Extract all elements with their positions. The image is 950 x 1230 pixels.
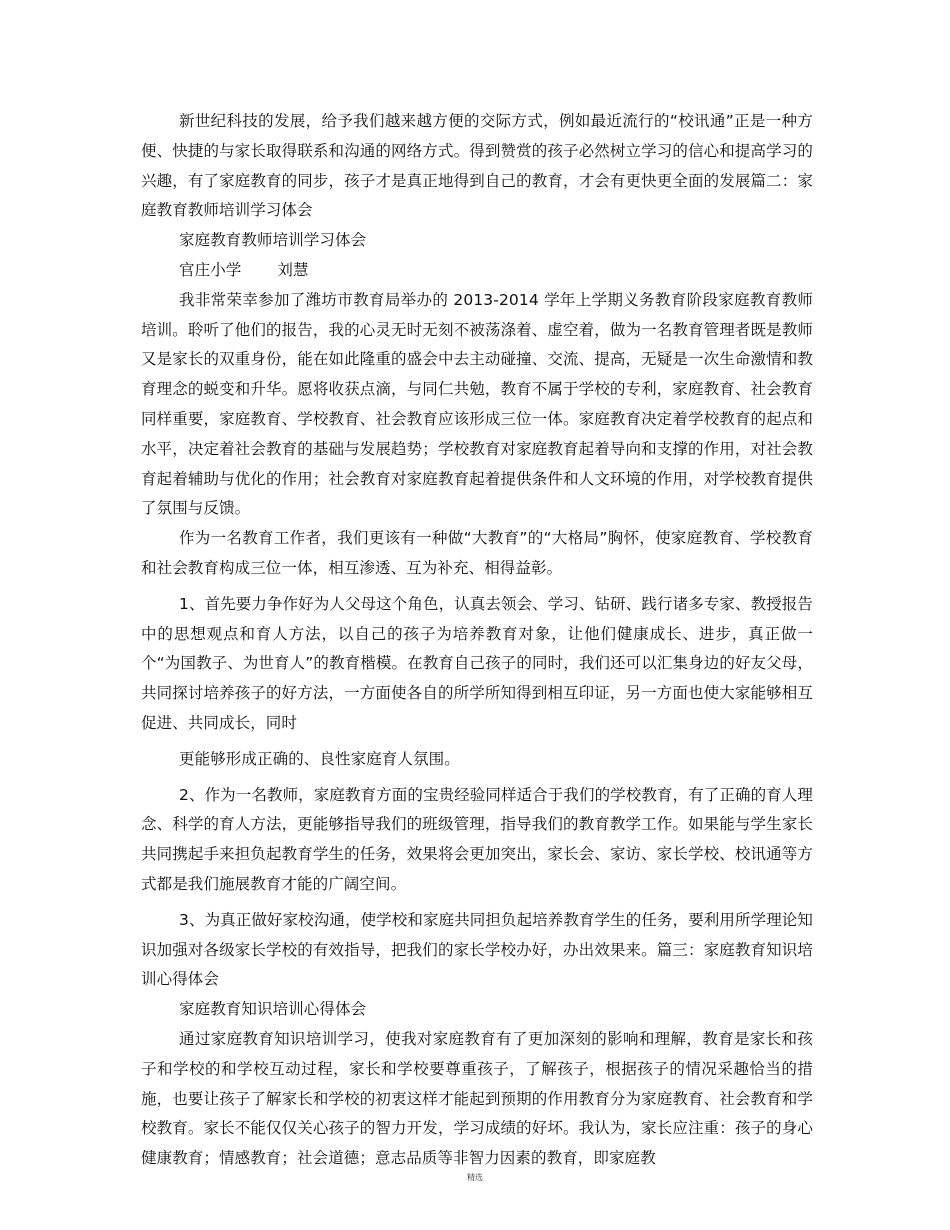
byline xyxy=(141,256,813,286)
document-body xyxy=(141,107,813,1174)
page-footer: 精选 xyxy=(467,1173,483,1182)
byline-school: 官庄小学 xyxy=(179,260,242,279)
paragraph-knowledge-training: 通过家庭教育知识培训学习，使我对家庭教育有了更加深刻的影响和理解，教育是家长和孩子和学校的和学校互动过程，家长和学校要尊重孩子，了解孩子，根据孩子的情况采趣恰当的措施，也要让孩子了解家长和学校的初衷这样才能起到预期的作用教育分为家庭教育、社会教育和学校教育。家长不能仅仅关心孩子的智力开发，学习成绩的好坏。我认为，家长应注重：孩子的身心健康教育；情感教育；社会道德；意志品质等非智力因素的教育，即家庭教 xyxy=(141,1029,813,1168)
paragraph-point-3: 3、为真正做好家校沟通，使学校和家庭共同担负起培养教育学生的任务，要利用所学理论知识加强对各级家长学校的有效指导，把我们的家长学校办好，办出效果来。篇三：家庭教育知识培训心得体会 xyxy=(141,910,813,989)
byline-author: 刘慧 xyxy=(277,260,309,279)
paragraph-training: 我非常荣幸参加了潍坊市教育局举办的 2013-2014 学年上学期义务教育阶段家庭教育教师培训。聆听了他们的报告，我的心灵无时无刻不被荡涤着、虚空着，做为一名教育管理者既是教师又是家长的双重身份，能在如此隆重的盛会中去主动碰撞、交流、提高，无疑是一次生命激情和教育理念的蜕变和升华。愿将收获点滴，与同仁共勉，教育不属于学校的专利，家庭教育、社会教育同样重要，家庭教育、学校教育、社会教育应该形成三位一体。家庭教育决定着学校教育的起点和水平，决定着社会教育的基础与发展趋势；学校教育对家庭教育起着导向和支撑的作用，对社会教育起着辅助与优化的作用；社会教育对家庭教育起着提供条件和人文环境的作用，对学校教育提供了氛围与反馈。 xyxy=(141,290,813,518)
paragraph-point-1: 1、首先要力争作好为人父母这个角色，认真去领会、学习、钻研、践行诸多专家、教授报告中的思想观点和育人方法，以自己的孩子为培养教育对象，让他们健康成长、进步，真正做一个“为国教子、为世育人”的教育楷模。在教育自己孩子的同时，我们还可以汇集身边的好友父母，共同探讨培养孩子的好方法，一方面使各自的所学所知得到相互印证，另一方面也使大家能够相互促进、共同成长，同时 xyxy=(141,594,813,732)
paragraph-big-education: 作为一名教育工作者，我们更该有一种做“大教育”的“大格局”胸怀，使家庭教育、学校教育和社会教育构成三位一体，相互渗透、互为补充、相得益彰。 xyxy=(141,529,813,577)
section-title-3: 家庭教育知识培训心得体会 xyxy=(179,1000,367,1019)
section-title-2: 家庭教育教师培训学习体会 xyxy=(179,231,367,250)
paragraph-point-1-cont: 更能够形成正确的、良性家庭育人氛围。 xyxy=(179,749,460,768)
paragraph-intro: 新世纪科技的发展，给予我们越来越方便的交际方式，例如最近流行的“校讯通”正是一种方便、快捷的与家长取得联系和沟通的网络方式。得到赞赏的孩子必然树立学习的信心和提高学习的兴趣，有了家庭教育的同步，孩子才是真正地得到自己的教育，才会有更快更全面的发展篇二：家庭教育教师培训学习体会 xyxy=(141,112,813,220)
paragraph-point-2: 2、作为一名教师，家庭教育方面的宝贵经验同样适合于我们的学校教育，有了正确的育人理念、科学的育人方法，更能够指导我们的班级管理，指导我们的教育教学工作。如果能与学生家长共同携起手来担负起教育学生的任务，效果将会更加突出，家长会、家访、家长学校、校讯通等方式都是我们施展教育才能的广阔空间。 xyxy=(141,785,813,893)
